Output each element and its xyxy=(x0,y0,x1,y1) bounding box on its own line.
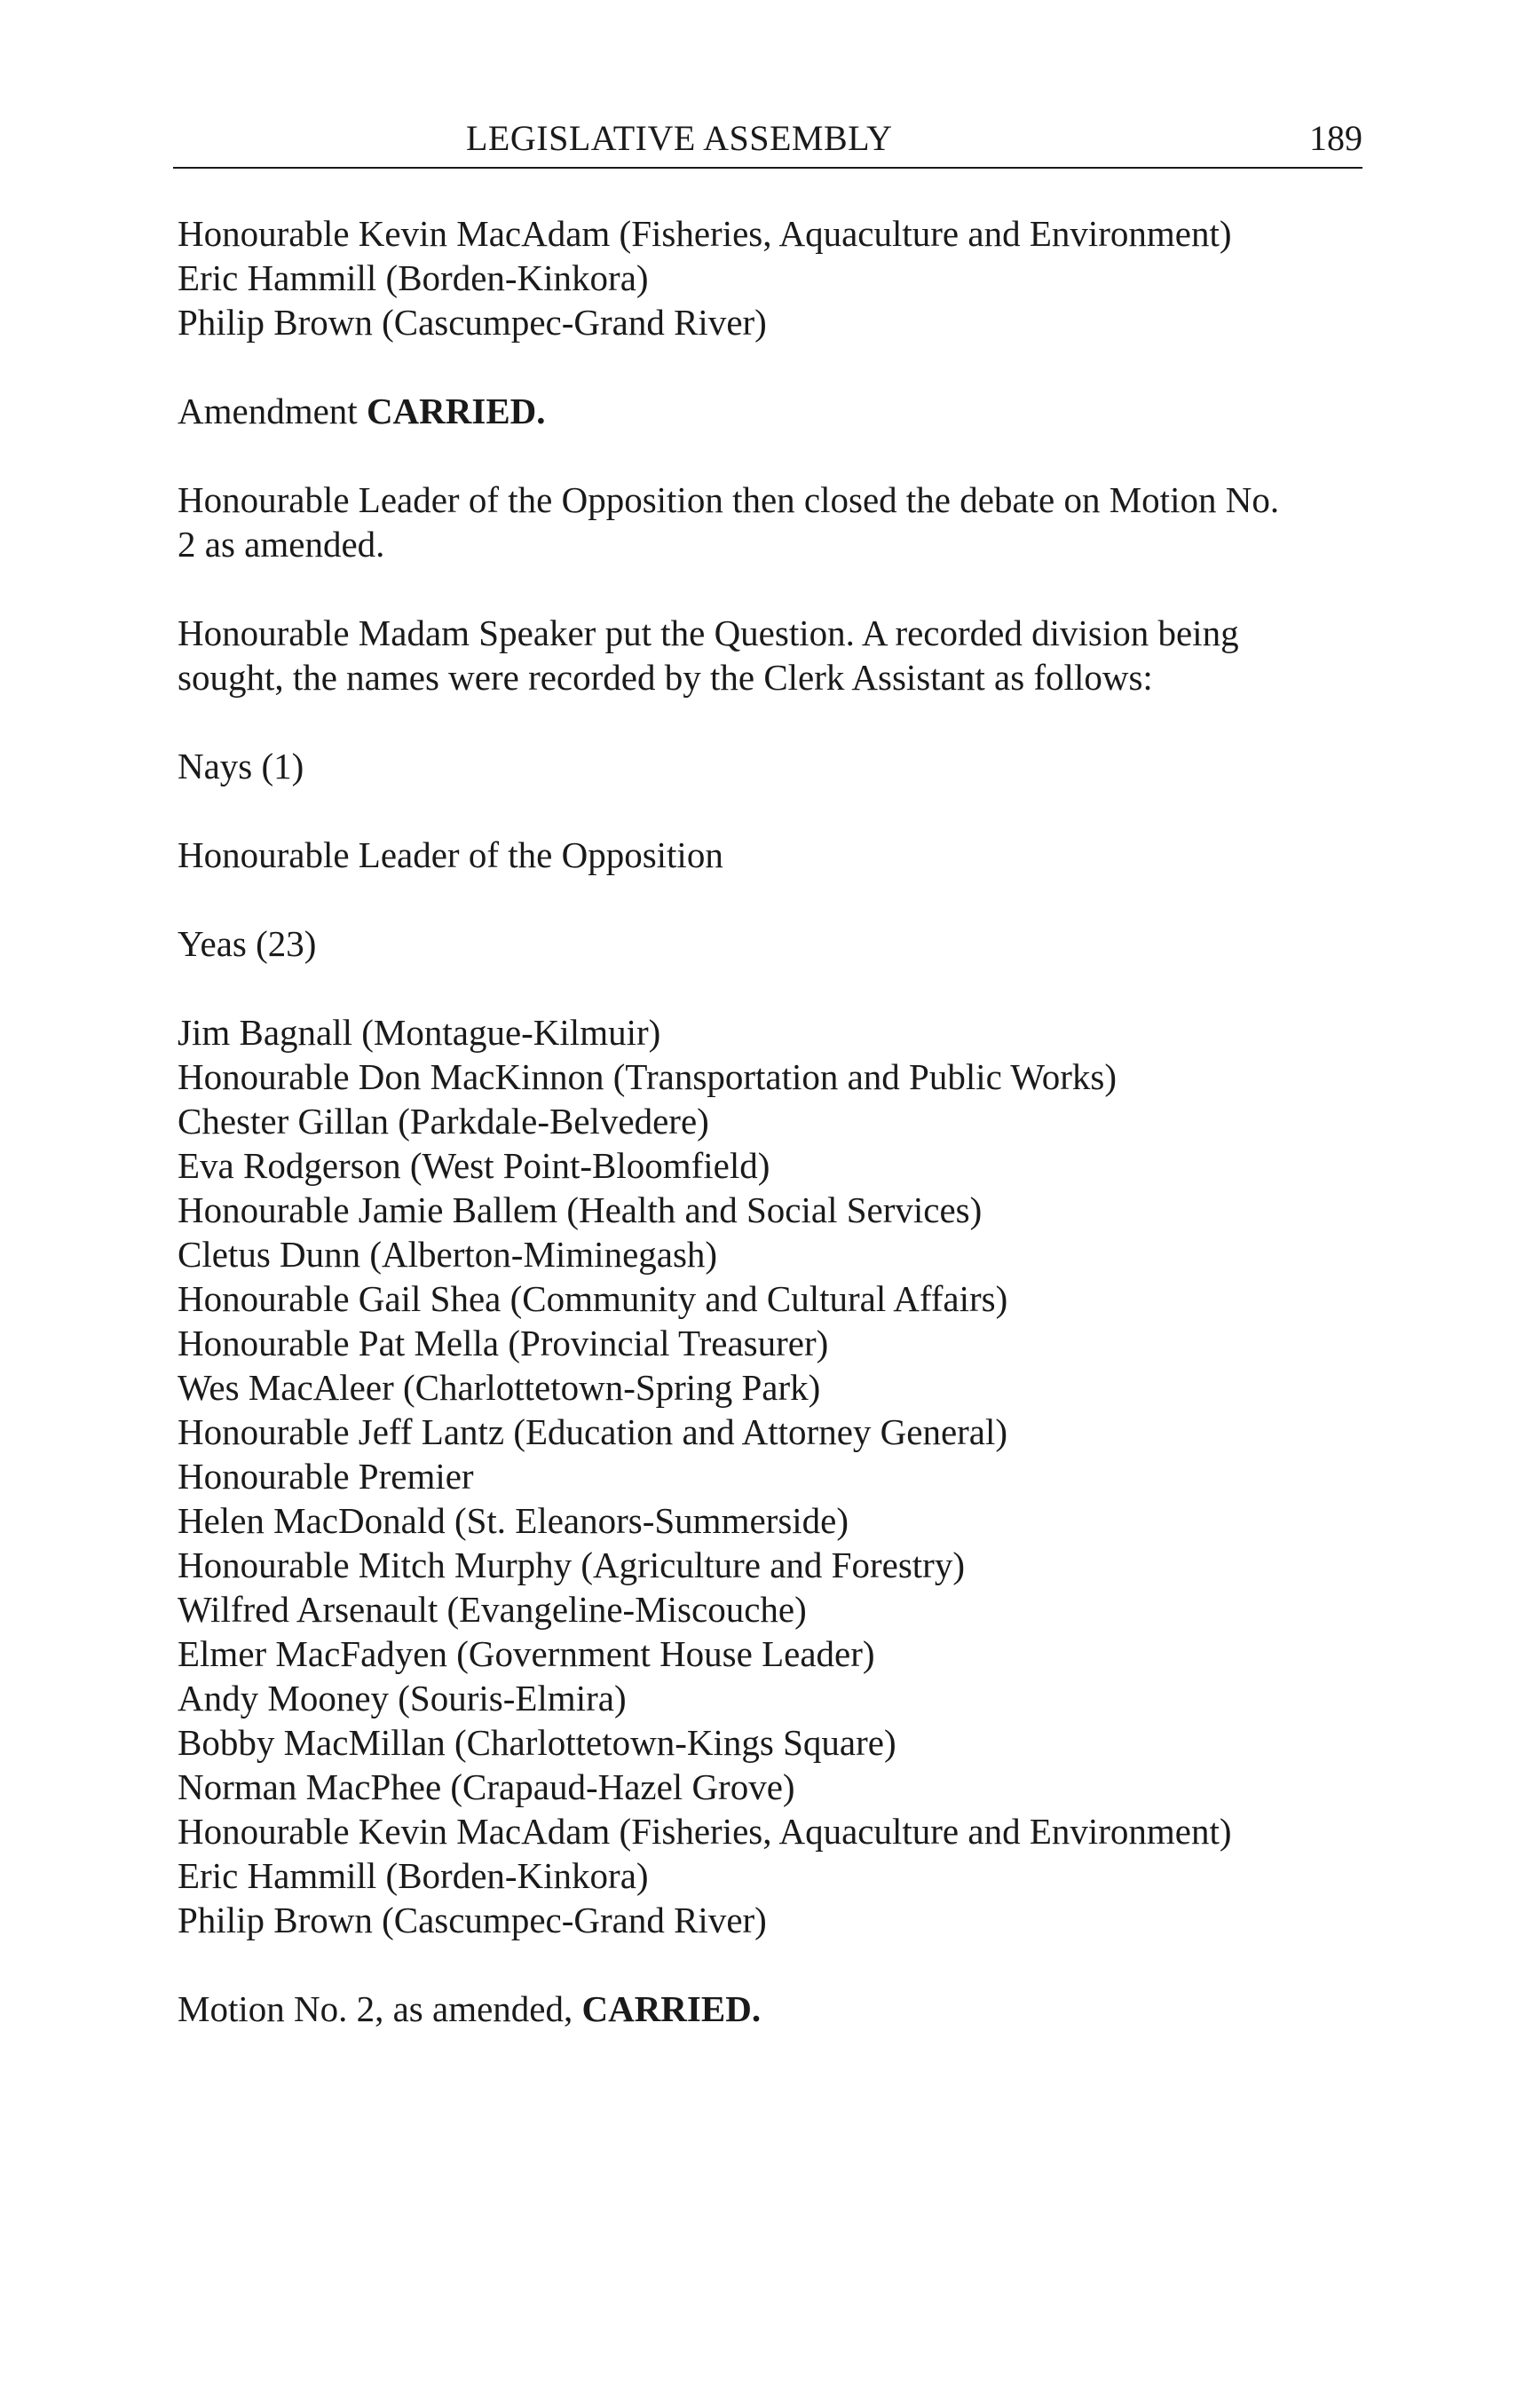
list-item: Honourable Gail Shea (Community and Cultural Affairs) xyxy=(178,1278,1008,1319)
nays-heading: Nays (1) xyxy=(178,746,304,786)
page-header xyxy=(173,114,1362,169)
paragraph-line: Honourable Madam Speaker put the Question. A recorded division being xyxy=(178,612,1239,653)
list-item: Honourable Leader of the Opposition xyxy=(178,834,723,875)
amendment-result-status: CARRIED. xyxy=(366,391,546,431)
list-item: Andy Mooney (Souris-Elmira) xyxy=(178,1678,627,1718)
motion-result xyxy=(178,1987,1371,2031)
amendment-result-prefix: Amendment xyxy=(178,391,367,431)
list-item: Bobby MacMillan (Charlottetown-Kings Square) xyxy=(178,1722,896,1763)
list-item: Honourable Don MacKinnon (Transportation and Public Works) xyxy=(178,1056,1117,1097)
motion-result-prefix: Motion No. 2, as amended, xyxy=(178,1988,582,2029)
paragraph-line: Honourable Leader of the Opposition then closed the debate on Motion No. xyxy=(178,479,1280,520)
amendment-result xyxy=(178,389,1371,433)
list-item: Eva Rodgerson (West Point-Bloomfield) xyxy=(178,1145,770,1186)
list-item: Honourable Mitch Murphy (Agriculture and Forestry) xyxy=(178,1545,965,1585)
list-item: Helen MacDonald (St. Eleanors-Summerside) xyxy=(178,1500,849,1541)
list-item: Eric Hammill (Borden-Kinkora) xyxy=(178,1855,649,1896)
list-item: Wes MacAleer (Charlottetown-Spring Park) xyxy=(178,1367,821,1408)
list-item: Elmer MacFadyen (Government House Leader) xyxy=(178,1633,875,1674)
yeas-heading: Yeas (23) xyxy=(178,923,317,964)
header-title: LEGISLATIVE ASSEMBLY xyxy=(466,118,893,158)
yeas-list xyxy=(178,1010,1371,1942)
page-number: 189 xyxy=(1309,118,1362,158)
page-body xyxy=(178,211,1371,2031)
paragraph-line: 2 as amended. xyxy=(178,524,385,565)
list-item: Philip Brown (Cascumpec-Grand River) xyxy=(178,302,767,343)
list-item: Norman MacPhee (Crapaud-Hazel Grove) xyxy=(178,1766,795,1807)
list-item: Philip Brown (Cascumpec-Grand River) xyxy=(178,1900,767,1940)
list-item: Chester Gillan (Parkdale-Belvedere) xyxy=(178,1101,709,1142)
list-item: Jim Bagnall (Montague-Kilmuir) xyxy=(178,1012,661,1053)
list-item: Cletus Dunn (Alberton-Miminegash) xyxy=(178,1234,718,1275)
list-item: Honourable Premier xyxy=(178,1456,474,1497)
motion-result-status: CARRIED. xyxy=(581,1988,762,2029)
list-item: Honourable Kevin MacAdam (Fisheries, Aquaculture and Environment) xyxy=(178,1811,1232,1852)
paragraph-line: sought, the names were recorded by the Clerk Assistant as follows: xyxy=(178,657,1153,698)
paragraph-closed-debate xyxy=(178,478,1371,566)
list-item: Honourable Jeff Lantz (Education and Attorney General) xyxy=(178,1411,1008,1452)
list-item: Eric Hammill (Borden-Kinkora) xyxy=(178,257,649,298)
list-item: Honourable Kevin MacAdam (Fisheries, Aquaculture and Environment) xyxy=(178,213,1232,254)
paragraph-question xyxy=(178,611,1371,699)
list-item: Wilfred Arsenault (Evangeline-Miscouche) xyxy=(178,1589,807,1630)
list-item: Honourable Jamie Ballem (Health and Social Services) xyxy=(178,1189,983,1230)
top-names-list xyxy=(178,211,1371,344)
list-item: Honourable Pat Mella (Provincial Treasurer) xyxy=(178,1323,829,1363)
